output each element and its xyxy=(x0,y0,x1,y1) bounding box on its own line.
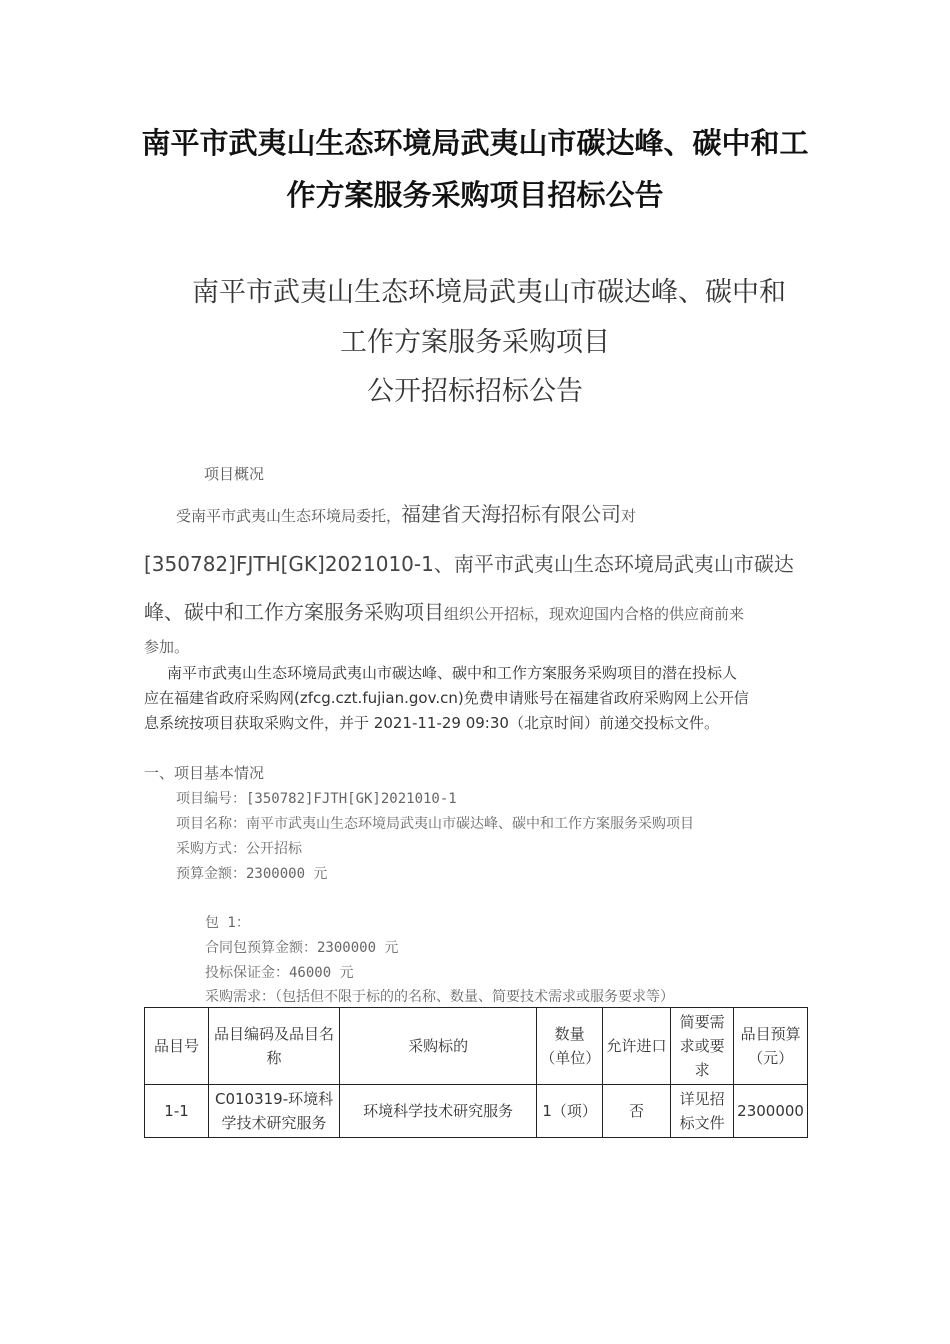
header-cell: 允许进口 xyxy=(603,1008,671,1085)
overview-paragraph-5: 南平市武夷山生态环境局武夷山市碳达峰、碳中和工作方案服务采购项目的潜在投标人 xyxy=(167,664,738,682)
budget-amount: 预算金额：2300000 元 xyxy=(176,866,328,882)
items-table xyxy=(144,1007,808,1138)
table-cell: C010319-环境科学技术研究服务 xyxy=(209,1085,340,1138)
bid-deposit: 投标保证金：46000 元 xyxy=(205,965,354,981)
overview-paragraph-3 xyxy=(144,596,744,625)
table-cell: 1-1 xyxy=(145,1085,209,1138)
header-cell: 简要需求或要求 xyxy=(671,1008,734,1085)
table-cell: 1（项） xyxy=(537,1085,603,1138)
table-cell: 2300000 xyxy=(734,1085,808,1138)
overview-paragraph-7: 息系统按项目获取采购文件，并于 2021-11-29 09:30（北京时间）前递交投标文件。 xyxy=(144,714,719,732)
header-cell: 品目预算（元） xyxy=(734,1008,808,1085)
subtitle-line-3: 公开招标招标公告 xyxy=(367,376,583,407)
basic-info-heading: 一、项目基本情况 xyxy=(144,764,265,782)
procurement-method: 采购方式：公开招标 xyxy=(176,841,302,857)
overview-paragraph-1 xyxy=(176,498,636,527)
header-cell: 品目编码及品目名称 xyxy=(209,1008,340,1085)
overview-text: 组织公开招标，现欢迎国内合格的供应商前来 xyxy=(444,605,745,623)
table-row xyxy=(145,1085,808,1138)
contract-budget: 合同包预算金额：2300000 元 xyxy=(205,940,399,956)
overview-paragraph-4: 参加。 xyxy=(144,638,190,656)
table-cell: 环境科学技术研究服务 xyxy=(340,1085,537,1138)
header-cell: 数量（单位） xyxy=(537,1008,603,1085)
table-cell: 否 xyxy=(603,1085,671,1138)
overview-text: 对 xyxy=(621,507,637,525)
overview-heading: 项目概况 xyxy=(204,465,265,483)
subtitle-line-2: 工作方案服务采购项目 xyxy=(340,327,610,358)
table-cell: 详见招标文件 xyxy=(671,1085,734,1138)
overview-paragraph-2: [350782]FJTH[GK]2021010-1、南平市武夷山生态环境局武夷山市碳达 xyxy=(144,552,794,576)
package-label: 包 1： xyxy=(205,915,250,931)
project-code: 项目编号：[350782]FJTH[GK]2021010-1 xyxy=(176,791,457,807)
header-cell: 品目号 xyxy=(145,1008,209,1085)
title-line-2: 作方案服务采购项目招标公告 xyxy=(286,178,664,212)
procurement-requirements: 采购需求：（包括但不限于标的的名称、数量、简要技术需求或服务要求等） xyxy=(205,989,674,1005)
project-name: 峰、碳中和工作方案服务采购项目 xyxy=(144,600,444,624)
title-line-1: 南平市武夷山生态环境局武夷山市碳达峰、碳中和工 xyxy=(141,126,809,160)
overview-paragraph-6: 应在福建省政府采购网(zfcg.czt.fujian.gov.cn)免费申请账号在福建省政府采购网上公开信 xyxy=(144,689,749,707)
overview-text: 受南平市武夷山生态环境局委托， xyxy=(176,507,402,525)
project-name-line: 项目名称：南平市武夷山生态环境局武夷山市碳达峰、碳中和工作方案服务采购项目 xyxy=(176,816,694,832)
subtitle-line-1: 南平市武夷山生态环境局武夷山市碳达峰、碳中和 xyxy=(192,277,786,308)
table-header-row xyxy=(145,1008,808,1085)
agency-name: 福建省天海招标有限公司 xyxy=(401,502,622,526)
header-cell: 采购标的 xyxy=(340,1008,537,1085)
